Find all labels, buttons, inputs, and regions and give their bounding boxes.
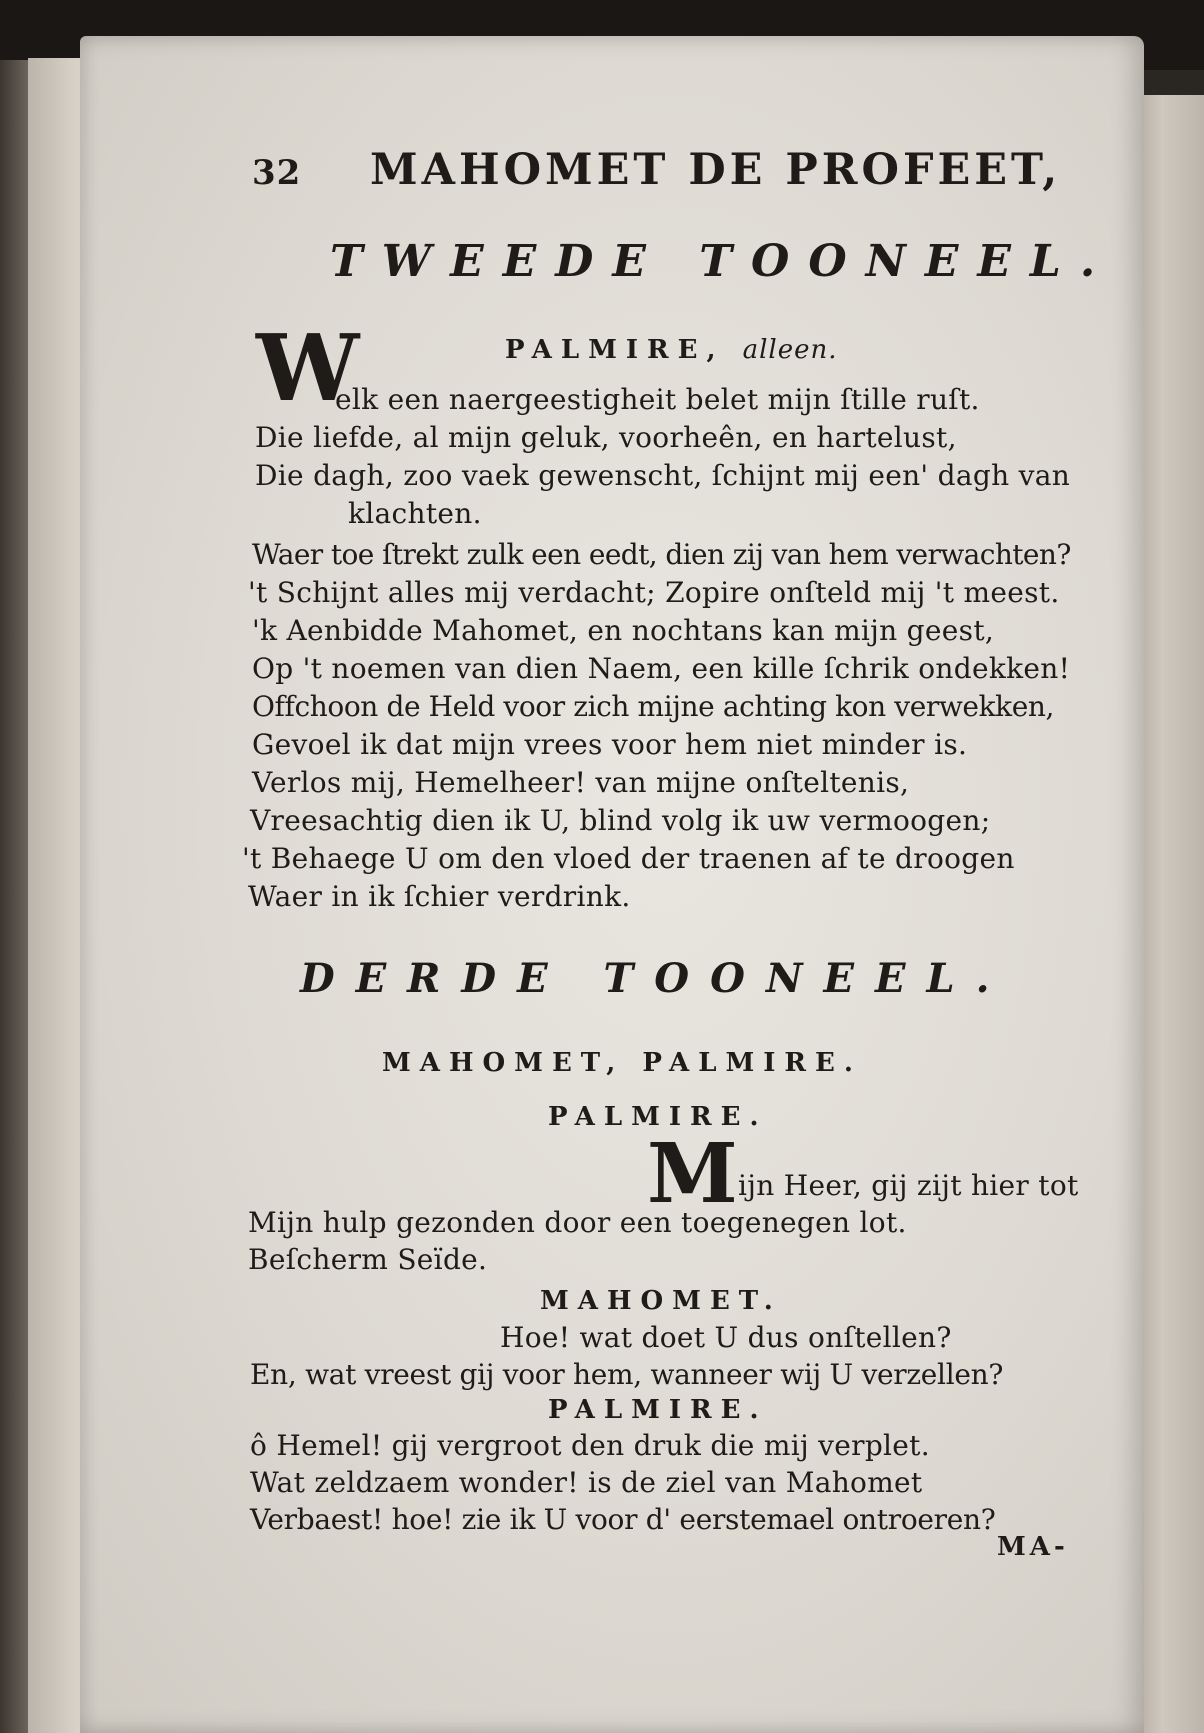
drop-cap-m: M [647, 1126, 738, 1222]
verse-line: Mijn hulp gezonden door een toegenegen lot. [248, 1206, 907, 1239]
verse-line: 't Behaege U om den vloed der traenen af te droogen [242, 842, 1015, 875]
running-title: MAHOMET DE PROFEET, [370, 145, 1062, 195]
verse-line: Beſcherm Seïde. [248, 1243, 488, 1276]
verse-line: Waer toe ſtrekt zulk een eedt, dien zij van hem verwachten? [252, 538, 1071, 571]
verse-line: ijn Heer, gij zijt hier tot [738, 1169, 1079, 1202]
scene-title-derde: DERDE TOONEEL. [300, 955, 1011, 1002]
verse-line: ô Hemel! gij vergroot den druk die mij verplet. [250, 1429, 930, 1462]
verse-line: Offchoon de Held voor zich mijne achting kon verwekken, [252, 690, 1055, 723]
scene-title-tweede: TWEEDE TOONEEL. [330, 236, 1115, 287]
verse-line: Vreesachtig dien ik U, blind volg ik uw vermoogen; [250, 804, 991, 837]
verse-line: Verbaest! hoe! zie ik U voor d' eerstemael ontroeren? [250, 1503, 996, 1536]
speaker-palmire-alone [505, 335, 838, 365]
catchword: MA- [997, 1532, 1069, 1562]
verse-line: Wat zeldzaem wonder! is de ziel van Mahomet [250, 1466, 923, 1499]
speaker-palmire: PALMIRE. [548, 1395, 768, 1425]
speaker-name: PALMIRE, [505, 335, 725, 365]
verse-line: Hoe! wat doet U dus onſtellen? [500, 1321, 952, 1354]
speakers-list: MAHOMET, PALMIRE. [382, 1048, 862, 1078]
verse-line: Die dagh, zoo vaek gewenscht, ſchijnt mij een' dagh van [255, 459, 1071, 492]
drop-cap-w: W [256, 314, 360, 422]
speaker-palmire: PALMIRE. [548, 1102, 768, 1132]
verse-line: klachten. [348, 497, 482, 530]
verse-line: Verlos mij, Hemelheer! van mijne onſteltenis, [252, 766, 910, 799]
verse-line: 't Schijnt alles mij verdacht; Zopire onſteld mij 't meest. [248, 576, 1060, 609]
verse-line: Op 't noemen van dien Naem, een kille ſchrik ondekken! [252, 652, 1071, 685]
verse-line: En, wat vreest gij voor hem, wanneer wij U verzellen? [250, 1358, 1004, 1391]
verse-line: Die liefde, al mijn geluk, voorheên, en hartelust, [255, 421, 957, 454]
running-head [252, 145, 1072, 205]
speaker-mahomet: MAHOMET. [540, 1286, 782, 1316]
verse-line: 'k Aenbidde Mahomet, en nochtans kan mijn geest, [252, 614, 995, 647]
stage-direction: alleen. [742, 335, 838, 365]
page-number: 32 [252, 153, 302, 193]
verse-line: elk een naergeestigheit belet mijn ſtille ruſt. [335, 383, 980, 416]
verse-line: Waer in ik ſchier verdrink. [248, 880, 631, 913]
verse-line: Gevoel ik dat mijn vrees voor hem niet minder is. [252, 728, 968, 761]
